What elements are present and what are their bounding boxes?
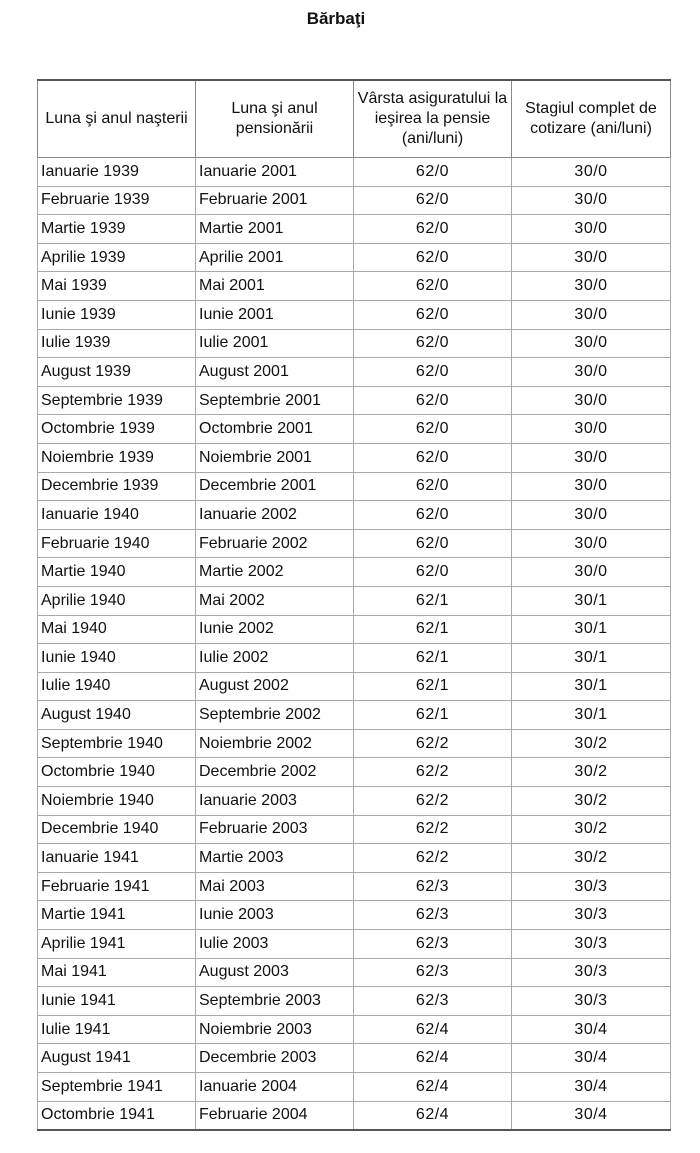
retirement-age-cell: 62/0 xyxy=(354,358,512,387)
retirement-age-cell: 62/1 xyxy=(354,701,512,730)
birth-date-cell: Ianuarie 1939 xyxy=(38,158,196,187)
retirement-age-cell: 62/1 xyxy=(354,615,512,644)
retirement-age-cell: 62/4 xyxy=(354,1101,512,1130)
contribution-period-cell: 30/0 xyxy=(512,215,671,244)
table-row xyxy=(38,472,671,501)
retirement-date-cell: August 2002 xyxy=(196,672,354,701)
retirement-date-cell: Septembrie 2003 xyxy=(196,987,354,1016)
contribution-period-cell: 30/1 xyxy=(512,701,671,730)
contribution-period-cell: 30/0 xyxy=(512,186,671,215)
table-row xyxy=(38,243,671,272)
retirement-date-cell: Ianuarie 2002 xyxy=(196,501,354,530)
birth-date-cell: Ianuarie 1941 xyxy=(38,844,196,873)
retirement-age-cell: 62/2 xyxy=(354,729,512,758)
contribution-period-cell: 30/0 xyxy=(512,501,671,530)
birth-date-cell: Mai 1940 xyxy=(38,615,196,644)
retirement-age-cell: 62/3 xyxy=(354,901,512,930)
retirement-date-cell: Martie 2003 xyxy=(196,844,354,873)
retirement-age-cell: 62/0 xyxy=(354,272,512,301)
contribution-period-cell: 30/2 xyxy=(512,815,671,844)
table-row xyxy=(38,787,671,816)
birth-date-cell: August 1941 xyxy=(38,1044,196,1073)
retirement-date-cell: Aprilie 2001 xyxy=(196,243,354,272)
retirement-age-cell: 62/0 xyxy=(354,501,512,530)
retirement-date-cell: Iunie 2002 xyxy=(196,615,354,644)
table-row xyxy=(38,443,671,472)
table-row xyxy=(38,958,671,987)
retirement-date-cell: Decembrie 2002 xyxy=(196,758,354,787)
table-row xyxy=(38,186,671,215)
retirement-date-cell: Februarie 2003 xyxy=(196,815,354,844)
retirement-age-cell: 62/0 xyxy=(354,243,512,272)
retirement-date-cell: Martie 2002 xyxy=(196,558,354,587)
retirement-age-cell: 62/4 xyxy=(354,1015,512,1044)
retirement-age-cell: 62/3 xyxy=(354,872,512,901)
retirement-age-cell: 62/3 xyxy=(354,930,512,959)
retirement-date-cell: Mai 2001 xyxy=(196,272,354,301)
contribution-period-cell: 30/0 xyxy=(512,158,671,187)
birth-date-cell: Mai 1939 xyxy=(38,272,196,301)
table-row xyxy=(38,415,671,444)
retirement-date-cell: Noiembrie 2002 xyxy=(196,729,354,758)
birth-date-cell: Martie 1939 xyxy=(38,215,196,244)
birth-date-cell: Mai 1941 xyxy=(38,958,196,987)
retirement-age-cell: 62/3 xyxy=(354,958,512,987)
contribution-period-cell: 30/4 xyxy=(512,1101,671,1130)
birth-date-cell: Aprilie 1941 xyxy=(38,930,196,959)
birth-date-cell: Martie 1941 xyxy=(38,901,196,930)
table-row xyxy=(38,1073,671,1102)
birth-date-cell: Februarie 1940 xyxy=(38,529,196,558)
birth-date-cell: Noiembrie 1940 xyxy=(38,787,196,816)
birth-date-cell: Iunie 1939 xyxy=(38,300,196,329)
retirement-date-cell: Ianuarie 2001 xyxy=(196,158,354,187)
contribution-period-cell: 30/0 xyxy=(512,300,671,329)
retirement-date-cell: Noiembrie 2001 xyxy=(196,443,354,472)
contribution-period-cell: 30/0 xyxy=(512,558,671,587)
retirement-date-cell: Septembrie 2001 xyxy=(196,386,354,415)
birth-date-cell: Februarie 1941 xyxy=(38,872,196,901)
table-row xyxy=(38,901,671,930)
contribution-period-cell: 30/4 xyxy=(512,1073,671,1102)
table-row xyxy=(38,158,671,187)
contribution-period-cell: 30/0 xyxy=(512,472,671,501)
contribution-period-cell: 30/0 xyxy=(512,529,671,558)
retirement-age-cell: 62/3 xyxy=(354,987,512,1016)
contribution-period-cell: 30/3 xyxy=(512,901,671,930)
table-row xyxy=(38,644,671,673)
contribution-period-cell: 30/1 xyxy=(512,615,671,644)
birth-date-cell: August 1940 xyxy=(38,701,196,730)
table-row xyxy=(38,758,671,787)
table-row xyxy=(38,386,671,415)
retirement-date-cell: Mai 2002 xyxy=(196,586,354,615)
header-retirement-date: Luna şi anul pensionării xyxy=(196,80,354,158)
table-row xyxy=(38,844,671,873)
retirement-date-cell: Octombrie 2001 xyxy=(196,415,354,444)
birth-date-cell: Octombrie 1941 xyxy=(38,1101,196,1130)
retirement-age-cell: 62/0 xyxy=(354,158,512,187)
retirement-date-cell: Mai 2003 xyxy=(196,872,354,901)
table-body xyxy=(38,158,671,1131)
birth-date-cell: Septembrie 1941 xyxy=(38,1073,196,1102)
retirement-age-cell: 62/2 xyxy=(354,844,512,873)
retirement-age-cell: 62/0 xyxy=(354,215,512,244)
contribution-period-cell: 30/0 xyxy=(512,415,671,444)
retirement-date-cell: Noiembrie 2003 xyxy=(196,1015,354,1044)
table-row xyxy=(38,672,671,701)
table-row xyxy=(38,930,671,959)
retirement-age-cell: 62/2 xyxy=(354,815,512,844)
birth-date-cell: Decembrie 1940 xyxy=(38,815,196,844)
table-row xyxy=(38,872,671,901)
birth-date-cell: Ianuarie 1940 xyxy=(38,501,196,530)
contribution-period-cell: 30/0 xyxy=(512,329,671,358)
contribution-period-cell: 30/3 xyxy=(512,872,671,901)
retirement-date-cell: Iulie 2002 xyxy=(196,644,354,673)
birth-date-cell: Septembrie 1939 xyxy=(38,386,196,415)
contribution-period-cell: 30/1 xyxy=(512,586,671,615)
birth-date-cell: Aprilie 1940 xyxy=(38,586,196,615)
retirement-date-cell: Februarie 2001 xyxy=(196,186,354,215)
retirement-age-cell: 62/0 xyxy=(354,186,512,215)
birth-date-cell: Iulie 1939 xyxy=(38,329,196,358)
retirement-age-cell: 62/1 xyxy=(354,586,512,615)
table-row xyxy=(38,558,671,587)
contribution-period-cell: 30/4 xyxy=(512,1015,671,1044)
contribution-period-cell: 30/2 xyxy=(512,787,671,816)
retirement-age-cell: 62/2 xyxy=(354,787,512,816)
retirement-date-cell: Martie 2001 xyxy=(196,215,354,244)
retirement-date-cell: Decembrie 2003 xyxy=(196,1044,354,1073)
header-contribution-period: Stagiul complet de cotizare (ani/luni) xyxy=(512,80,671,158)
retirement-age-cell: 62/0 xyxy=(354,529,512,558)
table-row xyxy=(38,272,671,301)
retirement-date-cell: Februarie 2004 xyxy=(196,1101,354,1130)
contribution-period-cell: 30/0 xyxy=(512,272,671,301)
retirement-age-cell: 62/0 xyxy=(354,558,512,587)
contribution-period-cell: 30/4 xyxy=(512,1044,671,1073)
retirement-age-cell: 62/0 xyxy=(354,329,512,358)
contribution-period-cell: 30/3 xyxy=(512,987,671,1016)
retirement-age-cell: 62/0 xyxy=(354,300,512,329)
retirement-date-cell: Iunie 2003 xyxy=(196,901,354,930)
table-row xyxy=(38,729,671,758)
table-row xyxy=(38,701,671,730)
retirement-age-cell: 62/4 xyxy=(354,1073,512,1102)
contribution-period-cell: 30/0 xyxy=(512,386,671,415)
page-title: Bărbaţi xyxy=(306,9,366,28)
retirement-date-cell: Iulie 2003 xyxy=(196,930,354,959)
birth-date-cell: Iulie 1940 xyxy=(38,672,196,701)
contribution-period-cell: 30/1 xyxy=(512,672,671,701)
birth-date-cell: Februarie 1939 xyxy=(38,186,196,215)
table-row xyxy=(38,300,671,329)
retirement-date-cell: Ianuarie 2003 xyxy=(196,787,354,816)
table-row xyxy=(38,615,671,644)
table-row xyxy=(38,1044,671,1073)
contribution-period-cell: 30/1 xyxy=(512,644,671,673)
birth-date-cell: August 1939 xyxy=(38,358,196,387)
retirement-date-cell: Iulie 2001 xyxy=(196,329,354,358)
table-row xyxy=(38,1015,671,1044)
contribution-period-cell: 30/0 xyxy=(512,358,671,387)
birth-date-cell: Martie 1940 xyxy=(38,558,196,587)
retirement-age-cell: 62/0 xyxy=(354,472,512,501)
contribution-period-cell: 30/3 xyxy=(512,930,671,959)
table-header xyxy=(38,80,671,158)
table-row xyxy=(38,815,671,844)
birth-date-cell: Octombrie 1940 xyxy=(38,758,196,787)
table-row xyxy=(38,586,671,615)
contribution-period-cell: 30/0 xyxy=(512,443,671,472)
retirement-date-cell: Decembrie 2001 xyxy=(196,472,354,501)
contribution-period-cell: 30/3 xyxy=(512,958,671,987)
birth-date-cell: Octombrie 1939 xyxy=(38,415,196,444)
retirement-age-cell: 62/4 xyxy=(354,1044,512,1073)
header-retirement-age: Vârsta asiguratului la ieşirea la pensie (ani/luni) xyxy=(354,80,512,158)
birth-date-cell: Iunie 1940 xyxy=(38,644,196,673)
birth-date-cell: Septembrie 1940 xyxy=(38,729,196,758)
birth-date-cell: Iunie 1941 xyxy=(38,987,196,1016)
header-birth-date: Luna şi anul naşterii xyxy=(38,80,196,158)
table-row xyxy=(38,529,671,558)
contribution-period-cell: 30/2 xyxy=(512,729,671,758)
retirement-age-cell: 62/2 xyxy=(354,758,512,787)
birth-date-cell: Noiembrie 1939 xyxy=(38,443,196,472)
retirement-age-cell: 62/1 xyxy=(354,672,512,701)
contribution-period-cell: 30/2 xyxy=(512,844,671,873)
contribution-period-cell: 30/2 xyxy=(512,758,671,787)
table-row xyxy=(38,1101,671,1130)
table-row xyxy=(38,215,671,244)
contribution-period-cell: 30/0 xyxy=(512,243,671,272)
table-row xyxy=(38,987,671,1016)
birth-date-cell: Iulie 1941 xyxy=(38,1015,196,1044)
retirement-age-cell: 62/0 xyxy=(354,386,512,415)
retirement-date-cell: August 2003 xyxy=(196,958,354,987)
table-row xyxy=(38,501,671,530)
retirement-age-cell: 62/0 xyxy=(354,415,512,444)
retirement-age-cell: 62/0 xyxy=(354,443,512,472)
retirement-date-cell: Februarie 2002 xyxy=(196,529,354,558)
table-row xyxy=(38,358,671,387)
table-row xyxy=(38,329,671,358)
retirement-date-cell: Septembrie 2002 xyxy=(196,701,354,730)
retirement-table xyxy=(37,79,671,1131)
retirement-date-cell: Iunie 2001 xyxy=(196,300,354,329)
retirement-age-cell: 62/1 xyxy=(354,644,512,673)
header-row xyxy=(38,80,671,158)
retirement-date-cell: Ianuarie 2004 xyxy=(196,1073,354,1102)
birth-date-cell: Aprilie 1939 xyxy=(38,243,196,272)
birth-date-cell: Decembrie 1939 xyxy=(38,472,196,501)
retirement-date-cell: August 2001 xyxy=(196,358,354,387)
